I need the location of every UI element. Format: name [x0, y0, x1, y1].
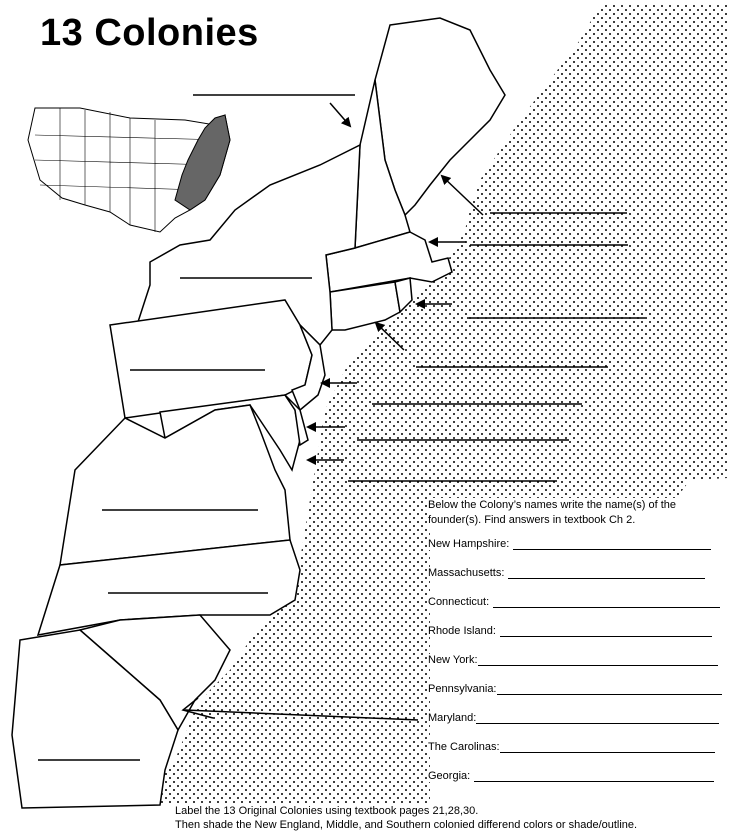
footer-line-2: Then shade the New England, Middle, and Southern colonied differend colors or shade/outline. [175, 819, 638, 831]
founder-row-pennsylvania [428, 683, 722, 695]
founder-label: New Hampshire: [428, 538, 510, 550]
founder-answer-line[interactable] [500, 626, 712, 637]
founder-answer-line[interactable] [478, 655, 718, 666]
founder-label: Massachusetts: [428, 567, 505, 579]
arrow-icon [330, 103, 350, 126]
founder-row-new-york [428, 654, 718, 666]
founder-answer-line[interactable] [497, 684, 722, 695]
footer-line-1: Label the 13 Original Colonies using textbook pages 21,28,30. [175, 805, 479, 817]
page-title: 13 Colonies [40, 12, 259, 54]
founder-row-connecticut [428, 596, 720, 608]
founder-instructions: Below the Colony’s names write the name(s) of the founder(s). Find answers in textbook Ch 2. [428, 498, 728, 528]
founder-answer-line[interactable] [513, 539, 711, 550]
founder-label: Maryland: [428, 712, 477, 724]
founder-row-georgia [428, 770, 714, 782]
founder-answer-line[interactable] [476, 713, 719, 724]
founder-answer-line[interactable] [493, 597, 720, 608]
founder-answer-line[interactable] [500, 742, 715, 753]
us-inset-map [28, 108, 230, 232]
founder-row-the-carolinas [428, 741, 715, 753]
founder-label: New York: [428, 654, 478, 666]
founder-row-maryland [428, 712, 719, 724]
founder-row-new-hampshire [428, 538, 711, 550]
founder-label: Connecticut: [428, 596, 490, 608]
founder-label: Rhode Island: [428, 625, 496, 637]
founder-label: Georgia: [428, 770, 471, 782]
founder-row-massachusetts [428, 567, 705, 579]
founder-row-rhode-island [428, 625, 712, 637]
founder-answer-line[interactable] [474, 771, 714, 782]
footer-instructions [175, 804, 637, 832]
founder-answer-line[interactable] [508, 568, 705, 579]
founder-label: The Carolinas: [428, 741, 500, 753]
founder-label: Pennsylvania: [428, 683, 497, 695]
